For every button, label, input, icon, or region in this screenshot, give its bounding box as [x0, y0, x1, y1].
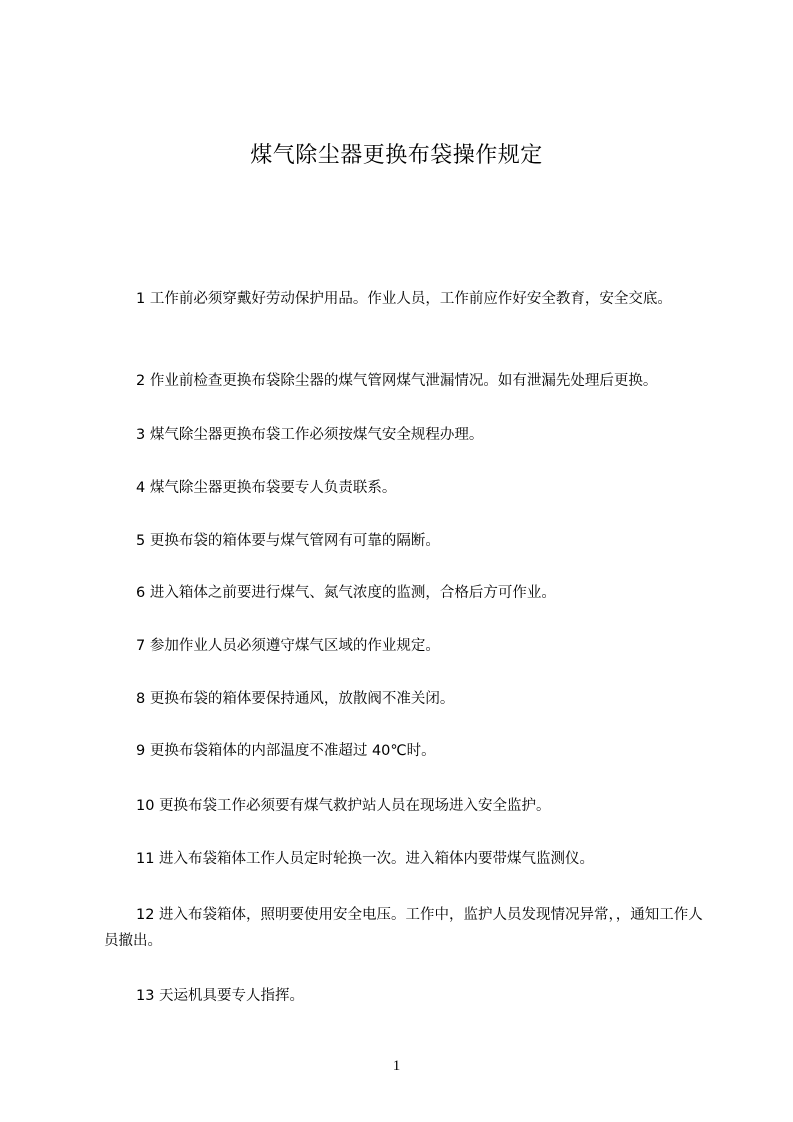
rule-item-1: 1 工作前必须穿戴好劳动保护用品。作业人员，工作前应作好安全教育，安全交底。	[136, 291, 672, 307]
rule-item-8: 8 更换布袋的箱体要保持通风，放散阀不准关闭。	[136, 691, 455, 707]
rule-item-9: 9 更换布袋箱体的内部温度不准超过 40℃时。	[136, 743, 436, 759]
rule-item-6: 6 进入箱体之前要进行煤气、氮气浓度的监测，合格后方可作业。	[136, 585, 556, 601]
page-number: 1	[392, 1058, 401, 1074]
rule-item-3: 3 煤气除尘器更换布袋工作必须按煤气安全规程办理。	[136, 427, 484, 443]
rule-item-13: 13 天运机具要专人指挥。	[136, 988, 305, 1004]
rule-item-5: 5 更换布袋的箱体要与煤气管网有可靠的隔断。	[136, 533, 440, 549]
rule-item-2: 2 作业前检查更换布袋除尘器的煤气管网煤气泄漏情况。如有泄漏先处理后更换。	[136, 373, 658, 389]
rule-item-7: 7 参加作业人员必须遵守煤气区域的作业规定。	[136, 638, 440, 654]
rule-item-12: 12 进入布袋箱体，照明要使用安全电压。工作中，监护人员发现情况异常，，通知工作人员撤出。	[104, 907, 703, 949]
rule-item-10: 10 更换布袋工作必须要有煤气救护站人员在现场进入安全监护。	[136, 798, 551, 814]
rule-item-4: 4 煤气除尘器更换布袋要专人负责联系。	[136, 480, 397, 496]
rule-item-11: 11 进入布袋箱体工作人员定时轮换一次。进入箱体内要带煤气监测仪。	[136, 851, 595, 867]
document-title: 煤气除尘器更换布袋操作规定	[250, 143, 543, 168]
